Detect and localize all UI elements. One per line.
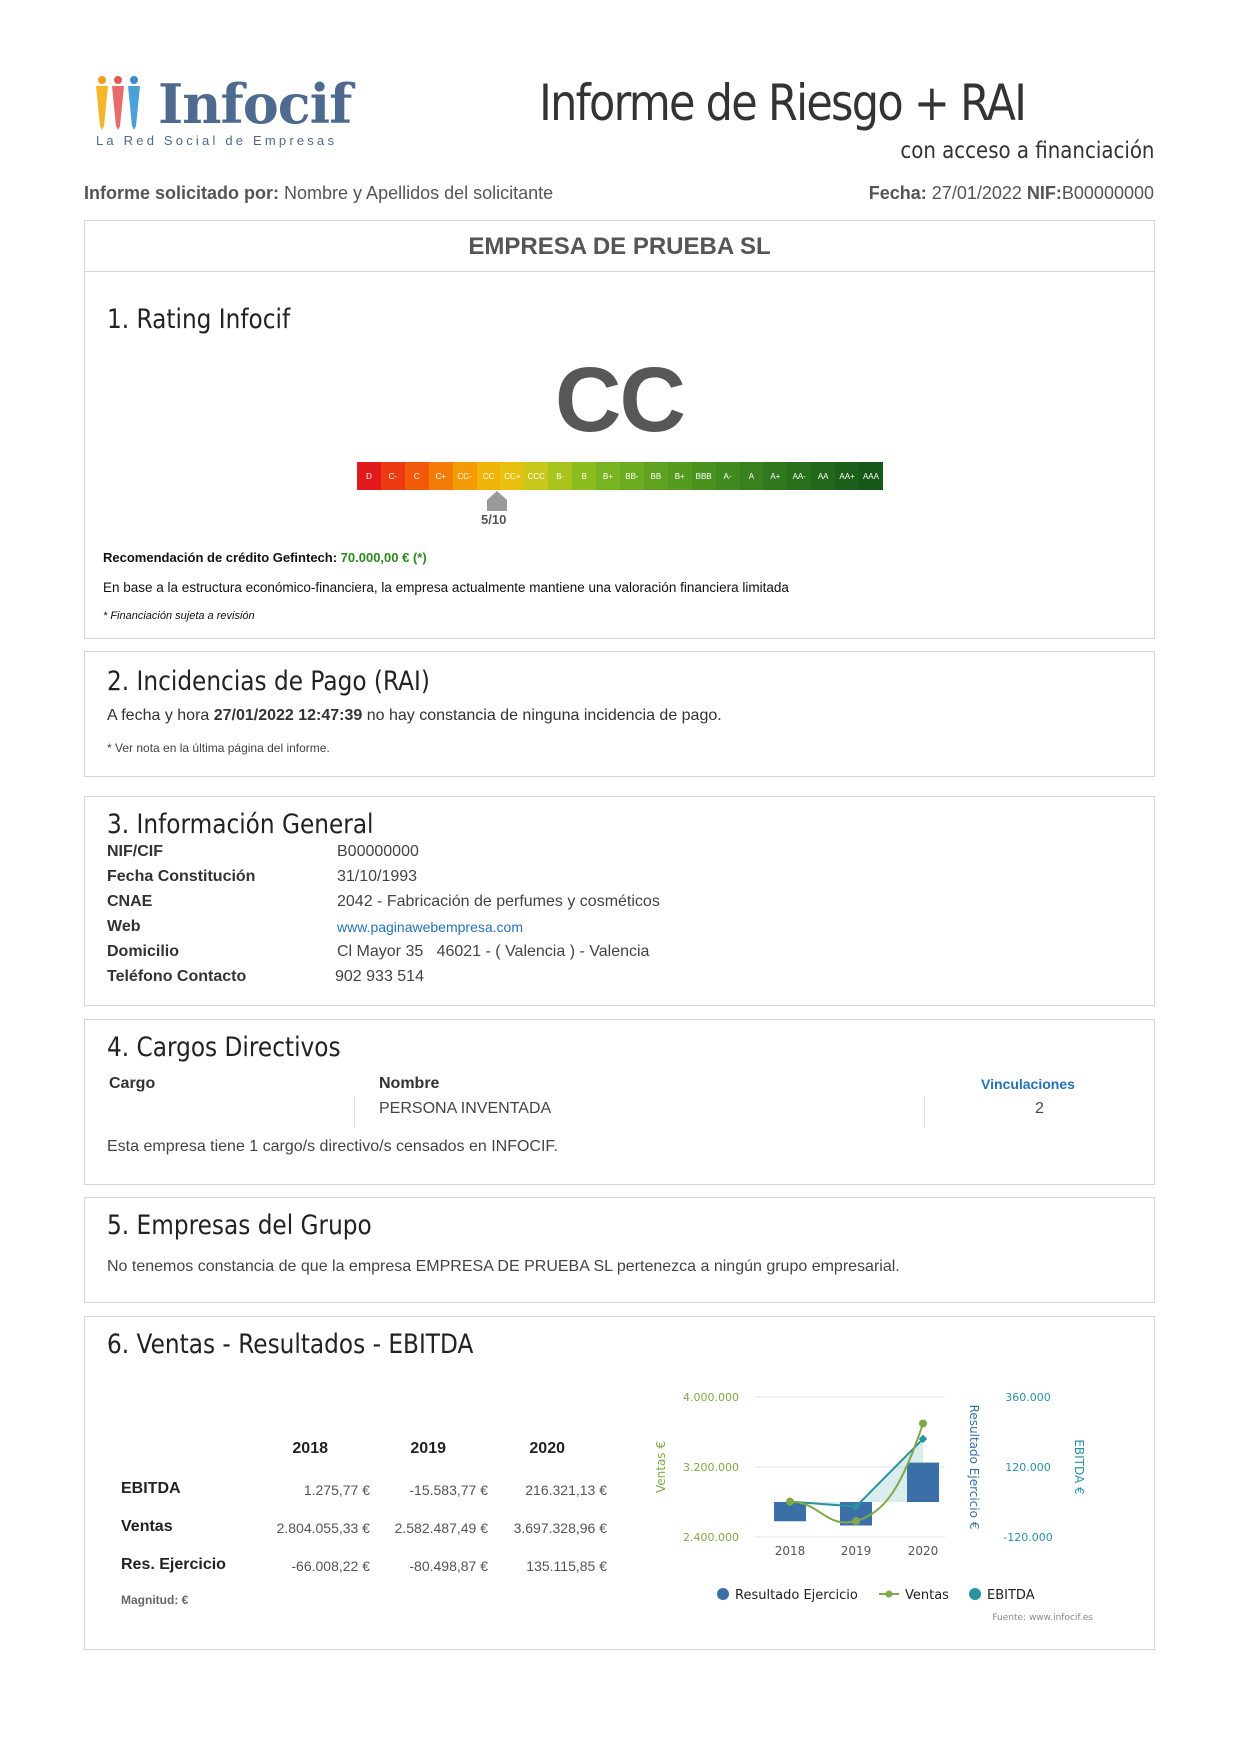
resultado-value: -66.008,22 €: [291, 1558, 370, 1574]
right-tick-label: 120.000: [1005, 1461, 1051, 1474]
ventas-point: [919, 1419, 927, 1427]
legend-marker-ebitda: [969, 1588, 981, 1600]
info-value: 31/10/1993: [337, 868, 418, 885]
rating-scale-cell: D: [357, 462, 381, 490]
resultado-value: 135.115,85 €: [526, 1558, 607, 1574]
rating-scale-cell: CCC: [524, 462, 548, 490]
magnitude-note: Magnitud: €: [121, 1593, 189, 1607]
report-title: Informe de Riesgo + RAI: [538, 74, 1025, 132]
column-divider: [924, 1097, 925, 1127]
rating-scale-cell: CC: [477, 462, 501, 490]
website-link[interactable]: www.paginawebempresa.com: [337, 919, 523, 935]
rating-scale-cell: BBB: [692, 462, 716, 490]
year-header: 2018: [292, 1440, 328, 1457]
rating-scale: [357, 462, 883, 490]
section-title-rating: 1. Rating Infocif: [107, 304, 291, 335]
rating-scale-cell: A: [740, 462, 764, 490]
info-label: Fecha Constitución: [107, 868, 256, 885]
x-tick-label: 2019: [840, 1544, 872, 1558]
credit-recommendation: [103, 550, 427, 565]
requested-by-label: Informe solicitado por:: [84, 183, 280, 203]
logo-tagline: La Red Social de Empresas: [96, 133, 338, 148]
left-tick-label: 2.400.000: [683, 1531, 739, 1544]
rating-score: 5/10: [481, 512, 507, 527]
rating-scale-cell: A+: [763, 462, 787, 490]
report-date-nif: [869, 183, 1154, 204]
rating-scale-cell: B-: [548, 462, 572, 490]
section-title-cargos: 4. Cargos Directivos: [107, 1032, 341, 1063]
rating-scale-cell: BB-: [620, 462, 644, 490]
vinculaciones-count[interactable]: 2: [1035, 1100, 1044, 1117]
rating-pointer-icon: [487, 491, 507, 511]
x-tick-label: 2020: [907, 1544, 939, 1558]
report-subtitle: con acceso a financiación: [899, 138, 1154, 164]
row-label-ebitda: EBITDA: [121, 1480, 181, 1497]
left-tick-label: 4.000.000: [683, 1391, 739, 1404]
info-label: Web: [107, 918, 141, 935]
column-divider: [354, 1097, 355, 1127]
section-title-rai: 2. Incidencias de Pago (RAI): [107, 666, 430, 697]
info-label: Domicilio: [107, 943, 180, 960]
right-axis-title-ebitda: EBITDA €: [1072, 1439, 1086, 1495]
rai-text-after: no hay constancia de ninguna incidencia de pago.: [362, 707, 722, 724]
left-tick-label: 3.200.000: [683, 1461, 739, 1474]
legend-marker-ventas: [886, 1591, 893, 1598]
ebitda-value: -15.583,77 €: [409, 1482, 488, 1498]
rating-scale-cell: BB: [644, 462, 668, 490]
rating-scale-cell: CC-: [453, 462, 477, 490]
resultado-bar: [907, 1463, 939, 1502]
legend-label-resultado: Resultado Ejercicio: [735, 1588, 858, 1603]
row-label-resultado: Res. Ejercicio: [121, 1556, 226, 1573]
nif-label: NIF:: [1026, 183, 1062, 203]
company-header: [84, 220, 1155, 272]
rating-scale-cell: AA-: [787, 462, 811, 490]
credit-value: 70.000,00 € (*): [340, 550, 427, 565]
info-value: 902 933 514: [335, 968, 424, 985]
group-text: No tenemos constancia de que la empresa EMPRESA DE PRUEBA SL pertenezca a ningún grupo empresarial.: [107, 1258, 900, 1275]
rating-scale-cell: B+: [596, 462, 620, 490]
general-info-section: [84, 796, 1155, 1006]
requested-by-value: Nombre y Apellidos del solicitante: [284, 183, 554, 203]
rating-note: * Financiación sujeta a revisión: [103, 610, 255, 622]
right-tick-label: 360.000: [1005, 1391, 1051, 1404]
right-axis-title-resultado: Resultado Ejercicio €: [967, 1404, 981, 1530]
rating-scale-cell: C: [405, 462, 429, 490]
info-value: 2042 - Fabricación de perfumes y cosméticos: [337, 893, 660, 910]
ventas-value: 2.582.487,49 €: [394, 1520, 488, 1536]
rating-scale-cell: C-: [381, 462, 405, 490]
right-tick-label: -120.000: [1003, 1531, 1053, 1544]
legend-label-ebitda: EBITDA: [987, 1588, 1035, 1603]
ebitda-value: 1.275,77 €: [303, 1482, 370, 1498]
rai-section: [84, 651, 1155, 777]
rai-datetime: 27/01/2022 12:47:39: [213, 707, 363, 724]
ventas-point: [786, 1498, 794, 1506]
section-title-grupo: 5. Empresas del Grupo: [107, 1210, 372, 1241]
chart-source: Fuente: www.infocif.es: [992, 1613, 1093, 1623]
requested-by: [84, 183, 553, 204]
info-value: B00000000: [337, 843, 419, 860]
ventas-point: [852, 1517, 860, 1525]
section-title-info: 3. Información General: [107, 809, 374, 840]
directors-footer: Esta empresa tiene 1 cargo/s directivo/s censados en INFOCIF.: [107, 1138, 558, 1155]
rating-scale-cell: B+: [668, 462, 692, 490]
year-header: 2019: [410, 1440, 446, 1457]
column-header-cargo: Cargo: [109, 1075, 156, 1092]
year-header: 2020: [529, 1440, 565, 1457]
section-title-financials: 6. Ventas - Resultados - EBITDA: [107, 1329, 474, 1360]
rating-value: CC: [555, 349, 684, 451]
info-value: Cl Mayor 35 46021 - ( Valencia ) - Valencia: [337, 943, 650, 960]
legend-marker-resultado: [717, 1588, 729, 1600]
row-label-ventas: Ventas: [121, 1518, 173, 1535]
rating-scale-cell: AA: [811, 462, 835, 490]
rating-scale-cell: AA+: [835, 462, 859, 490]
rating-scale-cell: B: [572, 462, 596, 490]
financials-chart: [645, 1357, 1145, 1647]
ventas-value: 2.804.055,33 €: [276, 1520, 370, 1536]
logo-people-icon: [96, 76, 140, 130]
column-header-nombre: Nombre: [379, 1075, 440, 1092]
directors-section: [84, 1019, 1155, 1185]
rating-scale-cell: CC+: [500, 462, 524, 490]
rating-section: [84, 271, 1155, 639]
rai-text-before: A fecha y hora: [107, 707, 214, 724]
director-name[interactable]: PERSONA INVENTADA: [379, 1100, 552, 1117]
date-value: 27/01/2022: [931, 183, 1022, 203]
legend-label-ventas: Ventas: [905, 1588, 949, 1603]
info-label: NIF/CIF: [107, 843, 163, 860]
ventas-value: 3.697.328,96 €: [513, 1520, 607, 1536]
rai-text: [107, 707, 722, 725]
resultado-value: -80.498,87 €: [409, 1558, 488, 1574]
rating-scale-cell: C+: [429, 462, 453, 490]
group-section: [84, 1197, 1155, 1303]
column-header-vinculaciones: Vinculaciones: [981, 1076, 1075, 1092]
rating-scale-cell: A-: [716, 462, 740, 490]
financials-section: [84, 1316, 1155, 1650]
company-name: EMPRESA DE PRUEBA SL: [468, 233, 771, 260]
rating-scale-cell: AAA: [859, 462, 883, 490]
rai-note: * Ver nota en la última página del informe.: [107, 741, 330, 755]
rating-description: En base a la estructura económico-financiera, la empresa actualmente mantiene una valoración financiera limitada: [103, 580, 789, 595]
nif-value: B00000000: [1061, 183, 1154, 203]
info-label: CNAE: [107, 893, 153, 910]
ebitda-value: 216.321,13 €: [525, 1482, 607, 1498]
credit-label: Recomendación de crédito Gefintech:: [103, 550, 338, 565]
logo-wordmark: Infocif: [158, 72, 352, 136]
info-label: Teléfono Contacto: [107, 968, 247, 985]
left-axis-title: Ventas €: [654, 1440, 668, 1494]
x-tick-label: 2018: [774, 1544, 806, 1558]
date-label: Fecha:: [868, 183, 927, 203]
